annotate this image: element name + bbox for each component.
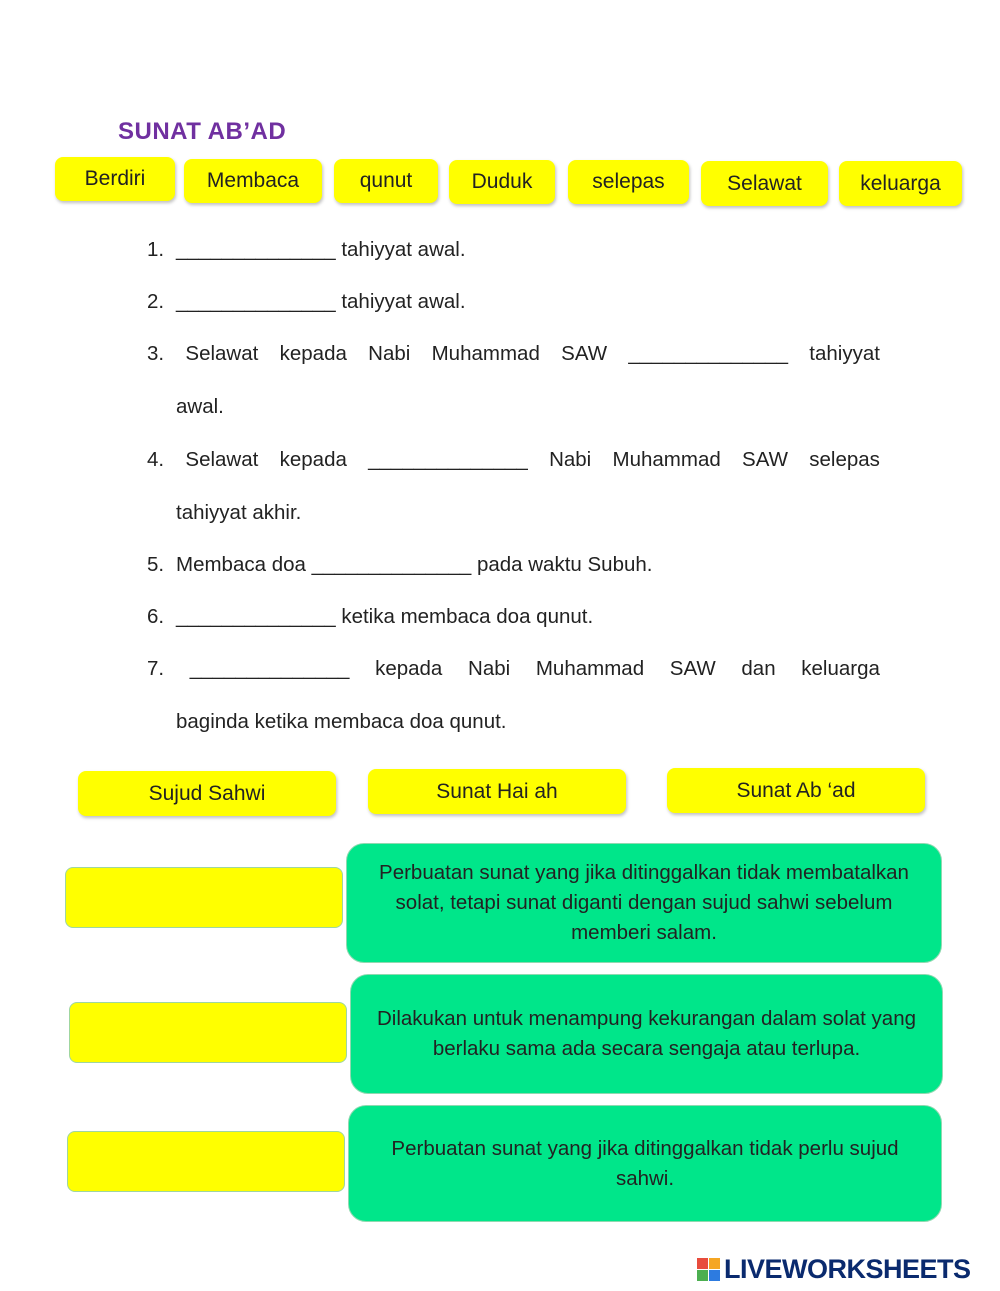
- answer-blank[interactable]: ______________: [628, 342, 788, 365]
- answer-blank[interactable]: ______________: [176, 290, 336, 313]
- question-word: tahiyyat: [809, 342, 880, 365]
- word-chip-berdiri[interactable]: Berdiri: [55, 157, 175, 201]
- question-word: dan: [741, 657, 776, 680]
- category-chip-sunat-abad[interactable]: Sunat Ab ‘ad: [667, 768, 925, 813]
- question-word: Nabi: [368, 342, 411, 365]
- question-number: 6.: [147, 605, 165, 628]
- question-2: [147, 290, 466, 314]
- question-1: [147, 238, 466, 262]
- description-box-2: Dilakukan untuk menampung kekurangan dalam solat yang berlaku sama ada secara sengaja atau terlupa.: [350, 974, 943, 1094]
- answer-blank[interactable]: ______________: [368, 448, 528, 471]
- word-chip-selepas[interactable]: selepas: [568, 160, 689, 204]
- question-text: ketika membaca doa qunut.: [341, 605, 594, 628]
- worksheet-title: SUNAT AB’AD: [118, 118, 287, 145]
- question-word: SAW: [742, 448, 788, 471]
- word-chip-qunut[interactable]: qunut: [334, 159, 438, 203]
- question-word: Nabi: [549, 448, 592, 471]
- question-3: [147, 342, 880, 366]
- question-3-continuation: awal.: [176, 395, 224, 418]
- question-word: Nabi: [468, 657, 511, 680]
- word-chip-selawat[interactable]: Selawat: [701, 161, 828, 206]
- question-word: kepada: [375, 657, 443, 680]
- question-word: kepada: [279, 342, 347, 365]
- question-number: 2.: [147, 290, 165, 313]
- question-text: tahiyyat awal.: [341, 290, 466, 313]
- question-word: kepada: [279, 448, 347, 471]
- question-text: pada waktu Subuh.: [476, 553, 653, 576]
- liveworksheets-logo-icon: [697, 1258, 720, 1281]
- question-number: 3.: [147, 342, 165, 365]
- answer-blank[interactable]: ______________: [176, 238, 336, 261]
- question-text: Membaca doa: [176, 553, 306, 576]
- category-chip-sunat-haiah[interactable]: Sunat Hai ah: [368, 769, 626, 814]
- word-chip-membaca[interactable]: Membaca: [184, 159, 322, 203]
- answer-drop-box-3[interactable]: [67, 1131, 345, 1192]
- question-4-continuation: tahiyyat akhir.: [176, 501, 302, 524]
- question-number: 1.: [147, 238, 165, 261]
- question-7-continuation: baginda ketika membaca doa qunut.: [176, 710, 507, 733]
- question-number: 4.: [147, 448, 165, 471]
- question-word: keluarga: [801, 657, 880, 680]
- question-word: SAW: [561, 342, 608, 365]
- question-word: Muhammad: [612, 448, 721, 471]
- question-word: Selawat: [185, 448, 259, 471]
- description-box-1: Perbuatan sunat yang jika ditinggalkan tidak membatalkan solat, tetapi sunat diganti dengan sujud sahwi sebelum memberi salam.: [346, 843, 942, 963]
- answer-drop-box-2[interactable]: [69, 1002, 347, 1063]
- question-6: [147, 605, 593, 629]
- question-word: Selawat: [185, 342, 259, 365]
- question-4: [147, 448, 880, 472]
- question-word: Muhammad: [535, 657, 645, 680]
- question-number: 7.: [147, 657, 165, 680]
- answer-blank[interactable]: ______________: [311, 553, 472, 576]
- answer-drop-box-1[interactable]: [65, 867, 343, 928]
- word-chip-keluarga[interactable]: keluarga: [839, 161, 962, 206]
- answer-blank[interactable]: ______________: [176, 605, 336, 628]
- word-chip-duduk[interactable]: Duduk: [449, 160, 555, 204]
- question-text: tahiyyat awal.: [341, 238, 466, 261]
- question-word: SAW: [669, 657, 716, 680]
- question-5: [147, 553, 652, 577]
- description-box-3: Perbuatan sunat yang jika ditinggalkan tidak perlu sujud sahwi.: [348, 1105, 942, 1222]
- liveworksheets-logo: [697, 1254, 971, 1285]
- category-chip-sujud-sahwi[interactable]: Sujud Sahwi: [78, 771, 336, 816]
- question-word: selepas: [809, 448, 880, 471]
- answer-blank[interactable]: ______________: [189, 657, 350, 680]
- question-word: Muhammad: [431, 342, 540, 365]
- question-number: 5.: [147, 553, 165, 576]
- question-7: [147, 657, 880, 681]
- liveworksheets-logo-text: LIVEWORKSHEETS: [724, 1254, 971, 1284]
